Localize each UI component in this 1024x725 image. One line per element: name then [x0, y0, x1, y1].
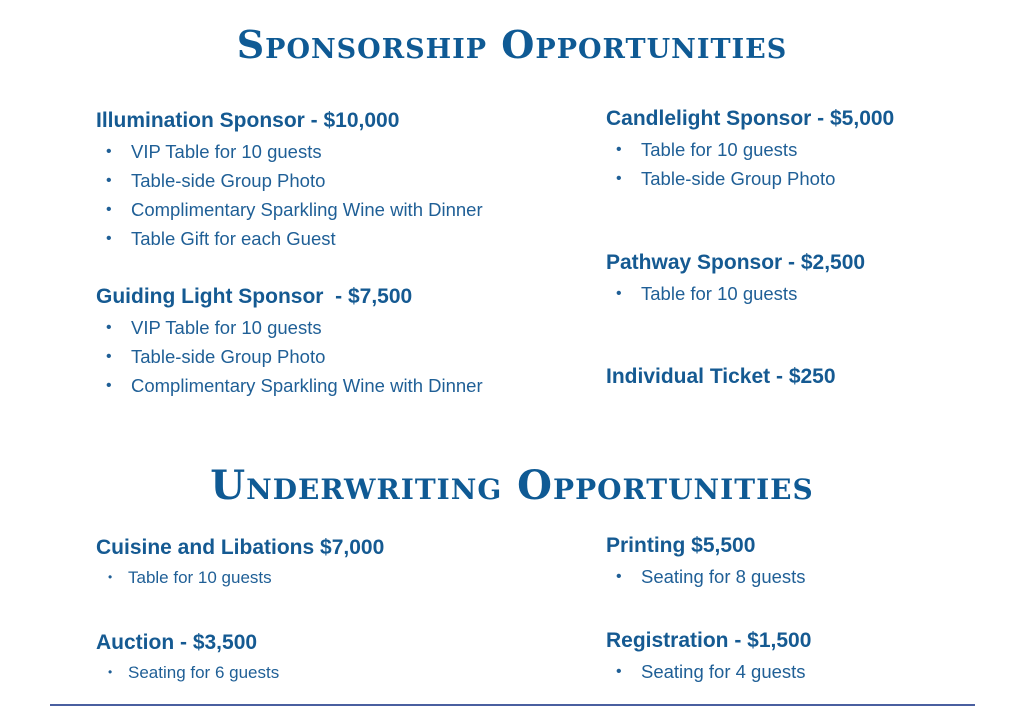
- footer-divider: [50, 704, 975, 706]
- candlelight-benefits-list: [606, 135, 894, 193]
- pathway-sponsor-heading: Pathway Sponsor - $2,500: [606, 251, 866, 274]
- underwriting-title: Underwriting Opportunities: [210, 462, 814, 509]
- individual-ticket-heading: Individual Ticket - $250: [606, 365, 836, 388]
- registration-underwriting-section: [606, 629, 811, 686]
- sponsorship-title: Sponsorship Opportunities: [236, 22, 788, 67]
- list-item: • Table Gift for each Guest: [96, 224, 483, 253]
- pathway-sponsor-section: [606, 251, 865, 308]
- registration-heading: Registration - $1,500: [606, 629, 812, 652]
- list-item: • Table-side Group Photo: [96, 166, 483, 195]
- list-item: • Table for 10 guests: [606, 279, 865, 308]
- individual-ticket-section: [606, 365, 836, 389]
- printing-heading: Printing $5,500: [606, 534, 756, 557]
- list-item: • VIP Table for 10 guests: [96, 313, 483, 342]
- list-item: • Seating for 4 guests: [606, 657, 811, 686]
- auction-benefits-list: [96, 659, 279, 686]
- list-item: • Complimentary Sparkling Wine with Dinner: [96, 195, 483, 224]
- guiding-light-sponsor-section: [96, 285, 483, 400]
- guiding-light-sponsor-heading: Guiding Light Sponsor - $7,500: [96, 285, 413, 308]
- list-item: • Table-side Group Photo: [606, 164, 894, 193]
- list-item: • Table-side Group Photo: [96, 342, 483, 371]
- cuisine-heading: Cuisine and Libations $7,000: [96, 536, 385, 559]
- list-item: • Table for 10 guests: [96, 564, 384, 591]
- pathway-benefits-list: [606, 279, 865, 308]
- printing-benefits-list: [606, 562, 806, 591]
- illumination-sponsor-section: [96, 109, 483, 253]
- registration-benefits-list: [606, 657, 811, 686]
- list-item: • VIP Table for 10 guests: [96, 137, 483, 166]
- auction-underwriting-section: [96, 631, 279, 686]
- cuisine-underwriting-section: [96, 536, 384, 591]
- guiding-light-benefits-list: [96, 313, 483, 400]
- list-item: • Seating for 6 guests: [96, 659, 279, 686]
- list-item: • Complimentary Sparkling Wine with Dinner: [96, 371, 483, 400]
- candlelight-sponsor-heading: Candlelight Sponsor - $5,000: [606, 107, 895, 130]
- list-item: • Table for 10 guests: [606, 135, 894, 164]
- list-item: • Seating for 8 guests: [606, 562, 806, 591]
- auction-heading: Auction - $3,500: [96, 631, 258, 654]
- printing-underwriting-section: [606, 534, 806, 591]
- cuisine-benefits-list: [96, 564, 384, 591]
- illumination-sponsor-heading: Illumination Sponsor - $10,000: [96, 109, 400, 132]
- candlelight-sponsor-section: [606, 107, 894, 193]
- illumination-benefits-list: [96, 137, 483, 253]
